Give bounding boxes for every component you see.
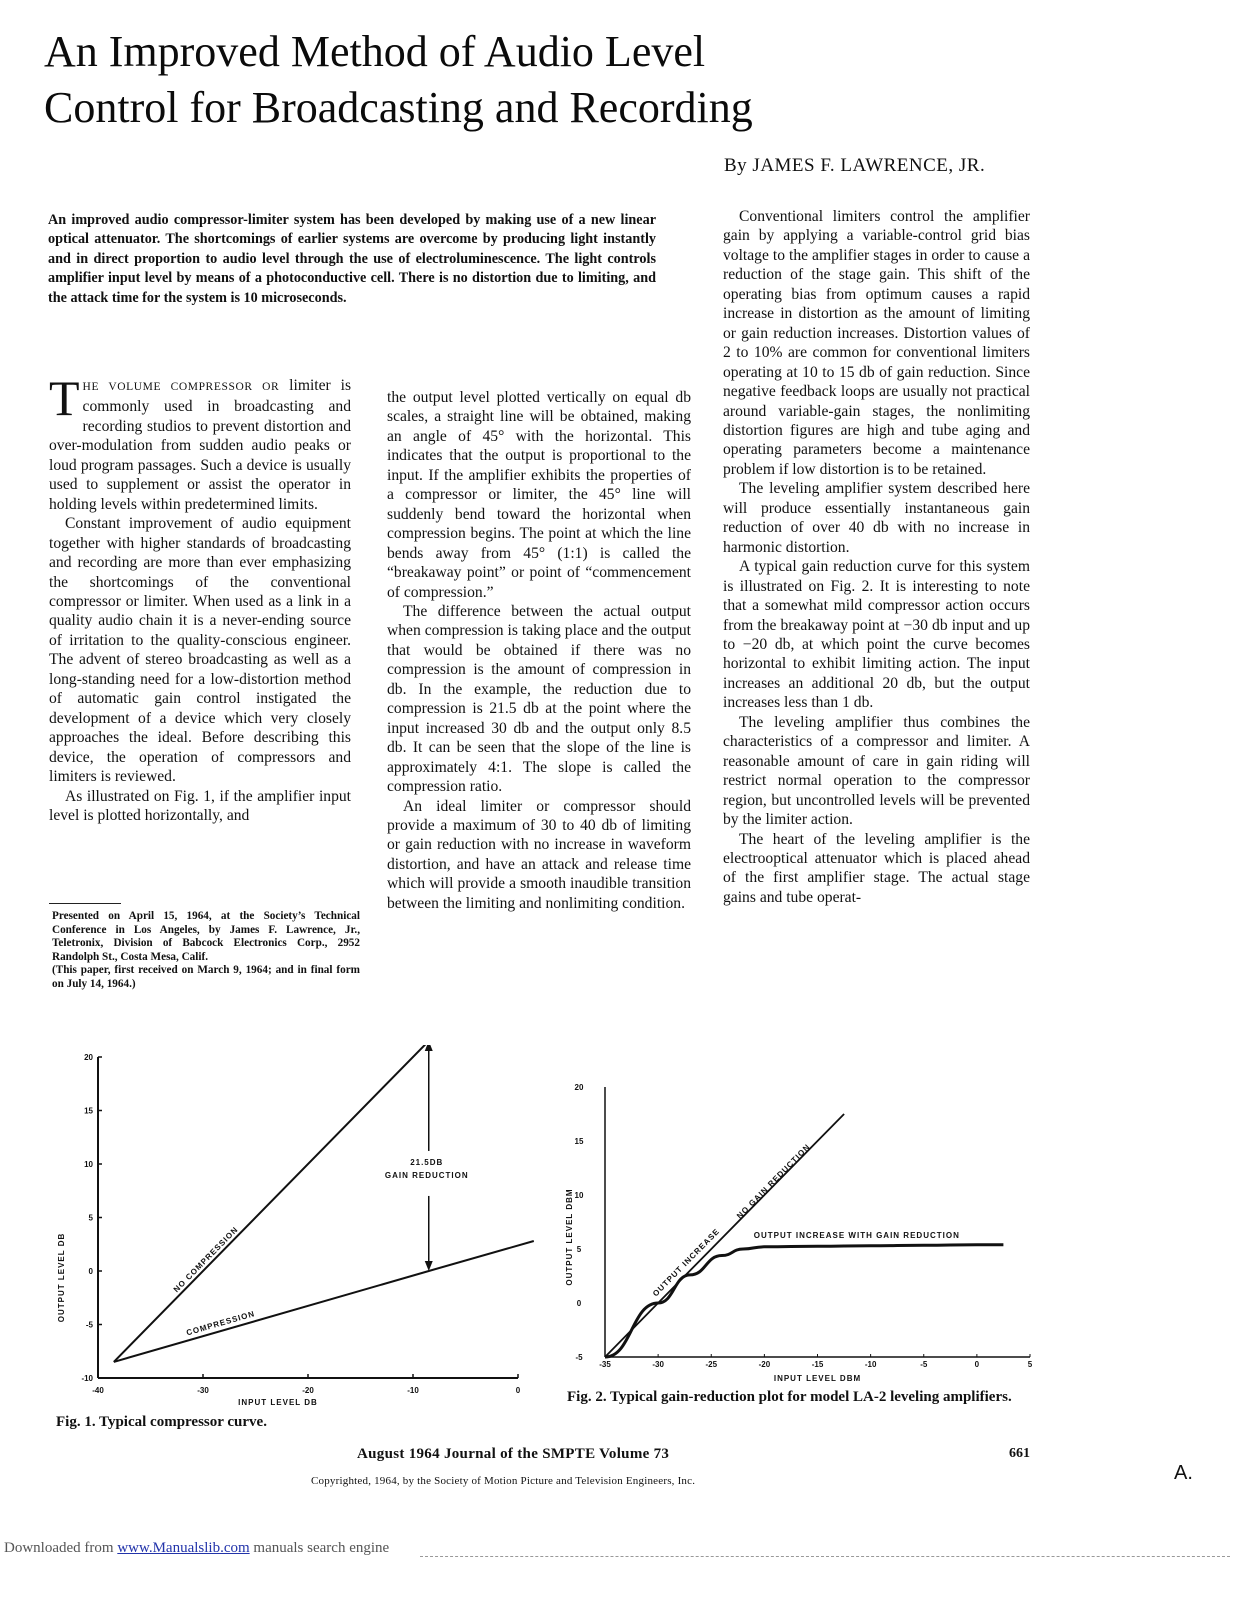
manualslib-link[interactable]: www.Manualslib.com [117, 1540, 250, 1556]
body-column-2 [387, 388, 691, 913]
x-tick-label: -15 [811, 1360, 824, 1369]
copyright-notice: Copyrighted, 1964, by the Society of Motion Picture and Television Engineers, Inc. [311, 1475, 696, 1487]
article-title [44, 24, 844, 136]
x-tick-label: -25 [705, 1360, 718, 1369]
footnote-received: (This paper, first received on March 9, 1964; and in final form on July 14, 1964.) [52, 964, 360, 990]
series-compression-line [114, 1241, 534, 1362]
y-tick-label: 15 [574, 1137, 584, 1146]
journal-line: August 1964 Journal of the SMPTE Volume 73 [357, 1446, 670, 1462]
annotation-gain-db: 21.5DB [410, 1157, 444, 1167]
corner-mark: A. [1174, 1462, 1193, 1484]
y-tick-label: 10 [84, 1160, 93, 1169]
x-tick-label: -10 [864, 1360, 877, 1369]
figure-1-caption: Fig. 1. Typical compressor curve. [56, 1414, 267, 1430]
y-tick-label: 10 [574, 1191, 584, 1200]
x-tick-label: -20 [758, 1360, 771, 1369]
x-tick-label: -40 [92, 1386, 104, 1395]
figure-1-chart [40, 1045, 540, 1415]
y-tick-label: 20 [84, 1053, 93, 1062]
x-tick-label: 0 [974, 1360, 980, 1369]
series-no-compression-line [114, 1045, 429, 1362]
series-label-no-compression: NO COMPRESSION [171, 1224, 241, 1295]
page-number: 661 [1009, 1446, 1030, 1461]
x-tick-label: -5 [920, 1360, 928, 1369]
author-byline: By JAMES F. LAWRENCE, JR. [724, 155, 986, 176]
x-tick-label: -30 [197, 1386, 209, 1395]
paragraph: As illustrated on Fig. 1, if the amplifier input level is plotted horizontally, and [49, 787, 351, 824]
series-gain-reduction-curve [605, 1245, 1003, 1357]
y-tick-label: 5 [576, 1245, 582, 1254]
annotation-gain-reduction: GAIN REDUCTION [384, 1170, 469, 1180]
series-label-no-gain-reduction: NO GAIN REDUCTION [734, 1142, 813, 1221]
x-tick-label: -35 [599, 1360, 611, 1369]
paragraph: The leveling amplifier system described here will produce essentially instantaneous gain reduction of over 40 db with no increase in harmonic distortion. [723, 480, 1030, 556]
y-tick-label: 20 [574, 1083, 584, 1092]
x-tick-label: 5 [1027, 1360, 1033, 1369]
y-axis-label: OUTPUT LEVEL DBM [565, 1188, 574, 1286]
y-tick-label: 0 [576, 1299, 582, 1308]
y-tick-label: -10 [81, 1374, 93, 1383]
series-label-compression: COMPRESSION [185, 1309, 257, 1338]
paragraph: Conventional limiters control the amplifier gain by applying a variable-control grid bias voltage to the amplifier stages in order to cause a reduction of the stage gain. This shift of the operating bias from optimum causes a rapid increase in distortion as the amount of limiting or gain reduction increases. Distortion values of 2 to 10% are common for conventional limiters operating at 10 to 15 db of gain reduction. Since negative feedback loops are usually not practical around variable-gain stages, the nonlimiting distortion figures are high and tube aging and operating parameters become a maintenance problem if low distortion is to be retained. [723, 208, 1030, 478]
x-tick-label: 0 [515, 1386, 521, 1395]
small-caps-lead: HE VOLUME COMPRESSOR OR [82, 381, 280, 393]
footer-prefix: Downloaded from [4, 1540, 118, 1556]
body-column-3 [723, 207, 1030, 907]
y-axis-label: OUTPUT LEVEL DB [57, 1232, 66, 1323]
series-label-output-increase-with-gain-reduction: OUTPUT INCREASE WITH GAIN REDUCTION [753, 1230, 960, 1240]
body-column-1 [49, 370, 352, 825]
x-tick-label: -20 [302, 1386, 314, 1395]
title-line-2: Control for Broadcasting and Recording [44, 83, 753, 132]
paragraph: the output level plotted vertically on equal db scales, a straight line will be obtained, making an angle of 45° with the horizontal. This indicates that the output is proportional to the input. If the amplifier exhibits the properties of a compressor or limiter, the 45° line will suddenly bend toward the horizontal when compression begins. The point at which the line bends away from 45° (1:1) is called the “breakaway point” or point of “commencement of compression.” [387, 389, 691, 601]
figure-2-caption: Fig. 2. Typical gain-reduction plot for model LA-2 leveling amplifiers. [567, 1389, 1012, 1405]
paragraph: The leveling amplifier thus combines the characteristics of a compressor and limiter. A reasonable amount of care in gain riding will restrict normal operation to the compressor region, but uncontrolled levels will be prevented by the limiter action. [723, 713, 1030, 829]
annotation-output-increase: OUTPUT INCREASE [651, 1226, 722, 1299]
x-axis-label: INPUT LEVEL DBM [773, 1374, 862, 1383]
y-tick-label: 5 [88, 1213, 93, 1223]
y-tick-label: 15 [84, 1106, 93, 1116]
paragraph: A typical gain reduction curve for this system is illustrated on Fig. 2. It is interesting to note that a somewhat mild compressor action occurs from the breakaway point at −30 db input and up to −20 db, at which point the curve becomes horizontal to exhibit limiting action. The input increases an additional 20 db, but the output increases less than 1 db. [723, 558, 1030, 712]
x-axis-label: INPUT LEVEL DB [238, 1398, 318, 1407]
y-tick-label: 0 [88, 1267, 93, 1276]
paragraph: limiter is commonly used in broadcasting and recording studios to prevent distortion and over-modulation from sudden audio peaks or loud program passages. Such a device is usually used to supplement or assist the operator in holding levels within predetermined limits. [49, 377, 352, 513]
footer-dashes [420, 1556, 1230, 1557]
footnote-rule [49, 903, 121, 904]
download-footer [4, 1540, 389, 1557]
x-tick-label: -30 [652, 1360, 664, 1369]
figure-2-chart [555, 1075, 1045, 1390]
footnote-presented: Presented on April 15, 1964, at the Society’s Technical Conference in Los Angeles, by James F. Lawrence, Jr., Teletronix, Division of Babcock Electronics Corp., 2952 Randolph St., Costa Mesa, Calif. [52, 910, 360, 963]
drop-cap: T [49, 370, 80, 426]
footer-suffix: manuals search engine [249, 1540, 390, 1556]
paragraph: The heart of the leveling amplifier is the electrooptical attenuator which is placed ahead of the first amplifier stage. The actual stage gains and tube operat- [723, 830, 1030, 906]
abstract: An improved audio compressor-limiter system has been developed by making use of a new linear optical attenuator. The shortcomings of earlier systems are overcome by producing light instantly and in direct proportion to audio level through the use of electroluminescence. The light controls amplifier input level by means of a photoconductive cell. There is no distortion due to limiting, and the attack time for the system is 10 microseconds. [48, 212, 656, 306]
footnote [52, 910, 360, 992]
paragraph: An ideal limiter or compressor should provide a maximum of 30 to 40 db of limiting or gain reduction with no increase in waveform distortion, and have an attack and release time which will provide a smooth inaudible transition between the limiting and nonlimiting condition. [387, 797, 691, 912]
paragraph: Constant improvement of audio equipment together with higher standards of broadcasting and recording are more than ever emphasizing the shortcomings of the conventional compressor or limiter. When used as a link in a quality audio chain it is a never-ending source of irritation to the quality-conscious engineer. The advent of stereo broadcasting as well as a long-standing need for a low-distortion method of automatic gain control instigated the development of a device which very closely approaches the ideal. Before describing this device, the operation of compressors and limiters is reviewed. [49, 515, 351, 786]
x-tick-label: -10 [407, 1386, 419, 1395]
title-line-1: An Improved Method of Audio Level [44, 27, 706, 76]
y-tick-label: -5 [575, 1353, 583, 1362]
y-tick-label: -5 [85, 1320, 93, 1330]
paragraph: The difference between the actual output when compression is taking place and the output that would be obtained if there was no compression is the amount of compression in db. In the example, the reduction due to compression is 21.5 db at the point where the input increased 30 db and the output only 8.5 db. It can be seen that the slope of the line is approximately 4:1. The slope is called the compression ratio. [387, 602, 691, 796]
arrowhead-up [425, 1045, 433, 1051]
